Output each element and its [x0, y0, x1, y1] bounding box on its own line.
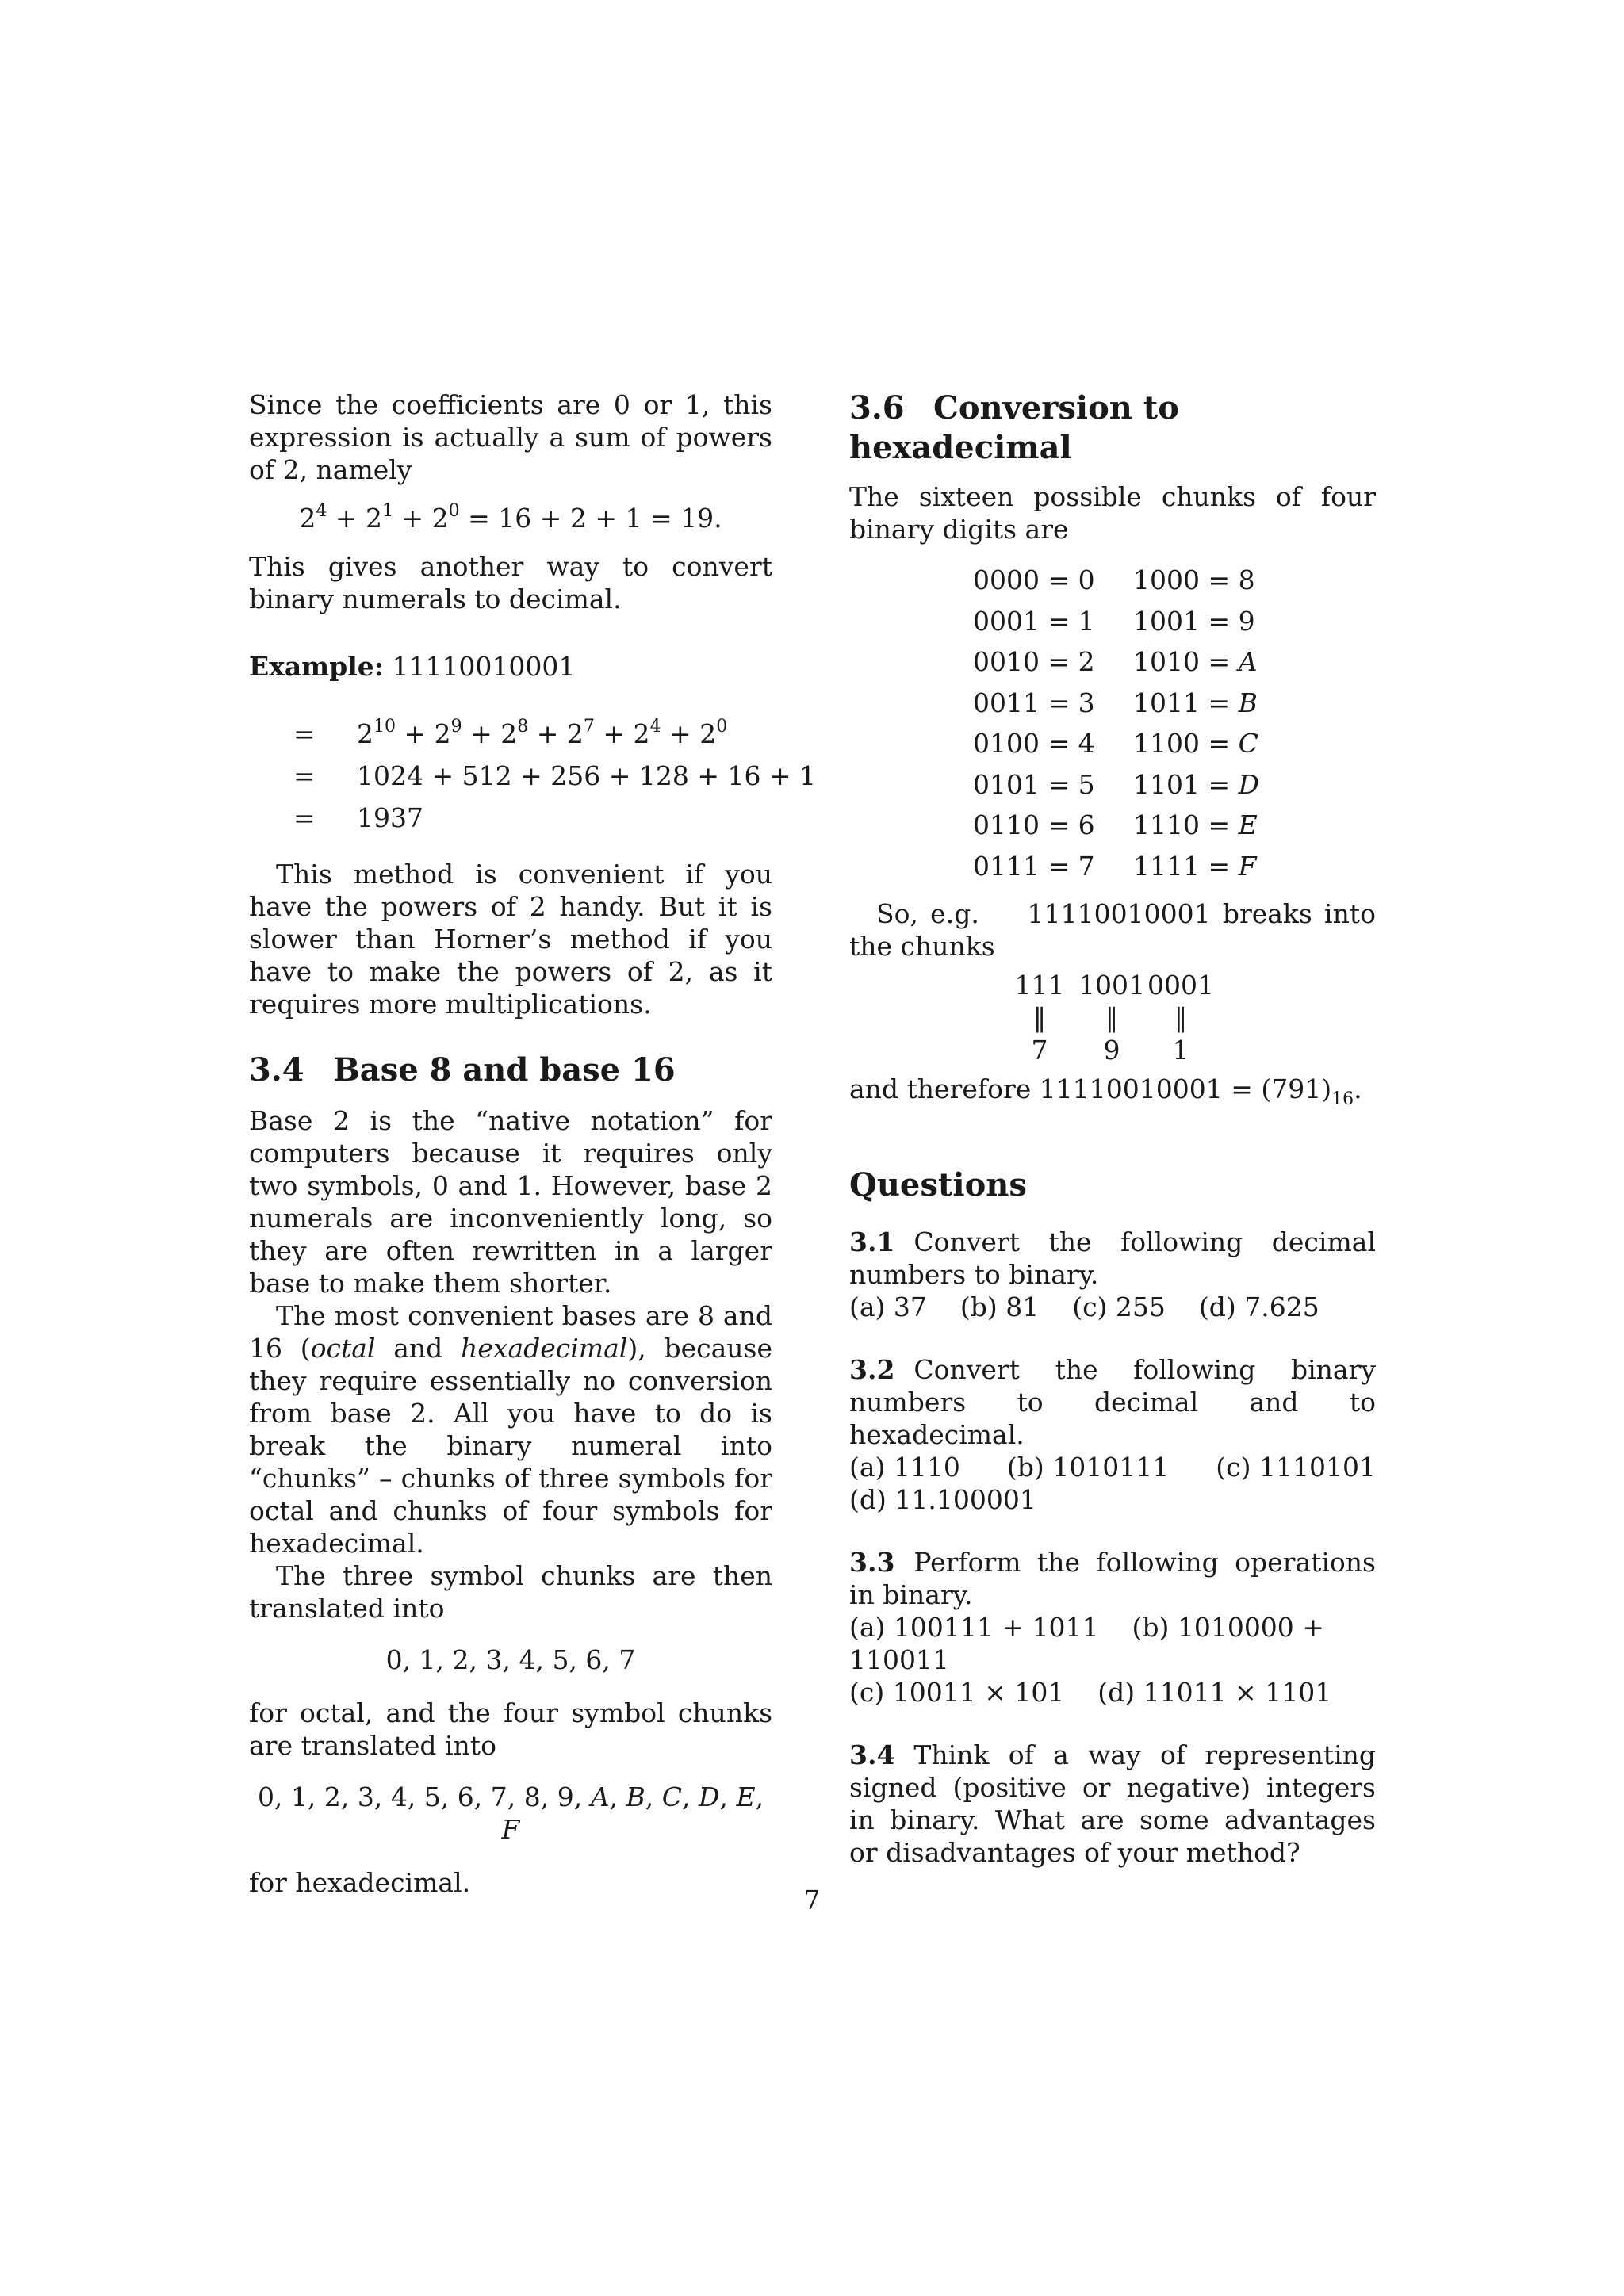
example-line — [249, 650, 772, 683]
table-row: 0001 = 1 1001 = 9 — [973, 605, 1255, 637]
another-way-paragraph: This gives another way to convert binary numerals to decimal. — [249, 551, 772, 614]
hex-chunk-table — [973, 560, 1259, 886]
table-row: 0000 = 0 1000 = 8 — [973, 564, 1255, 596]
for-hex-paragraph: for hexadecimal. — [249, 1867, 471, 1898]
derivation-row: = 1937 — [293, 802, 423, 833]
derivation-row: = $2^{10} + 2^9 + 2^8 + 2^7 + 2^4 + 2^0$ — [293, 717, 728, 749]
table-row: 0011 = 3 1011 = B — [973, 687, 1258, 718]
powers-equation: $2^4 + 2^1 + 2^0 = 16 + 2 + 1 = 19$. — [299, 501, 722, 534]
question-3-3: 3.3 Perform the following operations in binary. (a) 100111 + 1011 (b) 1010000 + 110011 (c) 10011 × 101 (d) 11011 × 1101 — [849, 1547, 1376, 1708]
section-heading-3-6: 3.6 Conversion to hexadecimal — [849, 389, 1179, 466]
table-row: 0100 = 4 1100 = C — [973, 728, 1258, 760]
question-3-1: 3.1 Convert the following decimal numbers to binary. (a) 37 (b) 81 (c) 255 (d) 7.625 — [849, 1226, 1376, 1322]
example-value: 11110010001 — [392, 651, 576, 682]
example-derivation — [293, 713, 817, 839]
intro-paragraph: Since the coefficients are 0 or 1, this expression is actually a sum of powers of 2, namely — [249, 389, 772, 485]
convenient-paragraph: The most convenient bases are 8 and 16 (octal and hexadecimal), because they require essentially no conversion from base 2. All you have to do is break the binary numeral into “chunks” – chunks of three symbols for octal and chunks of four symbols for hexadecimal. — [249, 1300, 772, 1559]
question-3-2: 3.2 Convert the following binary numbers to decimal and to hexadecimal. (a) 1110 (b) 1010111 (c) 1110101 (d) 11.100001 — [849, 1354, 1376, 1515]
hex-digits: 0, 1, 2, 3, 4, 5, 6, 7, 8, 9, A, B, C, D, E, F — [257, 1781, 764, 1845]
question-3-4: 3.4 Think of a way of representing signed (positive or negative) integers in binary. What are some advantages or disadvantages of your method? — [849, 1739, 1376, 1868]
sixteen-chunks-paragraph: The sixteen possible chunks of four binary digits are — [849, 481, 1376, 545]
table-row: 0010 = 2 1010 = A — [973, 646, 1258, 678]
section-heading-3-4: 3.4 Base 8 and base 16 — [249, 1051, 676, 1089]
method-paragraph: This method is convenient if you have the powers of 2 handy. But it is slower than Horner’s method if you have to make the powers of 2, as it requires more multiplications. — [249, 859, 772, 1020]
octal-digits: 0, 1, 2, 3, 4, 5, 6, 7 — [385, 1644, 636, 1675]
left-column — [249, 388, 817, 1899]
table-row: 0101 = 5 1101 = D — [973, 768, 1260, 800]
example-label: Example: — [249, 651, 384, 682]
three-symbol-paragraph: The three symbol chunks are then translated into — [249, 1560, 772, 1624]
chunk-breakdown: 111 1001 0001 ‖ ‖ ‖ 7 9 1 — [1014, 970, 1214, 1066]
therefore-line: and therefore $11110010001 = (791)_{16}$. — [849, 1073, 1362, 1109]
table-row: 0111 = 7 1111 = F — [973, 850, 1257, 882]
questions-heading: Questions — [849, 1166, 1027, 1203]
for-octal-paragraph: for octal, and the four symbol chunks are translated into — [249, 1697, 772, 1761]
table-row: 0110 = 6 1110 = E — [973, 809, 1258, 841]
right-column — [849, 388, 1376, 1869]
base2-paragraph: Base 2 is the “native notation” for computers because it requires only two symbols, 0 and 1. However, base 2 numerals are inconveniently long, so they are often rewritten in a larger base to make them shorter. — [249, 1105, 772, 1299]
page-number: 7 — [803, 1885, 821, 1915]
so-eg-paragraph: So, e.g. 11110010001 breaks into the chunks — [849, 898, 1376, 962]
derivation-row: = 1024 + 512 + 256 + 128 + 16 + 1 — [293, 760, 817, 791]
